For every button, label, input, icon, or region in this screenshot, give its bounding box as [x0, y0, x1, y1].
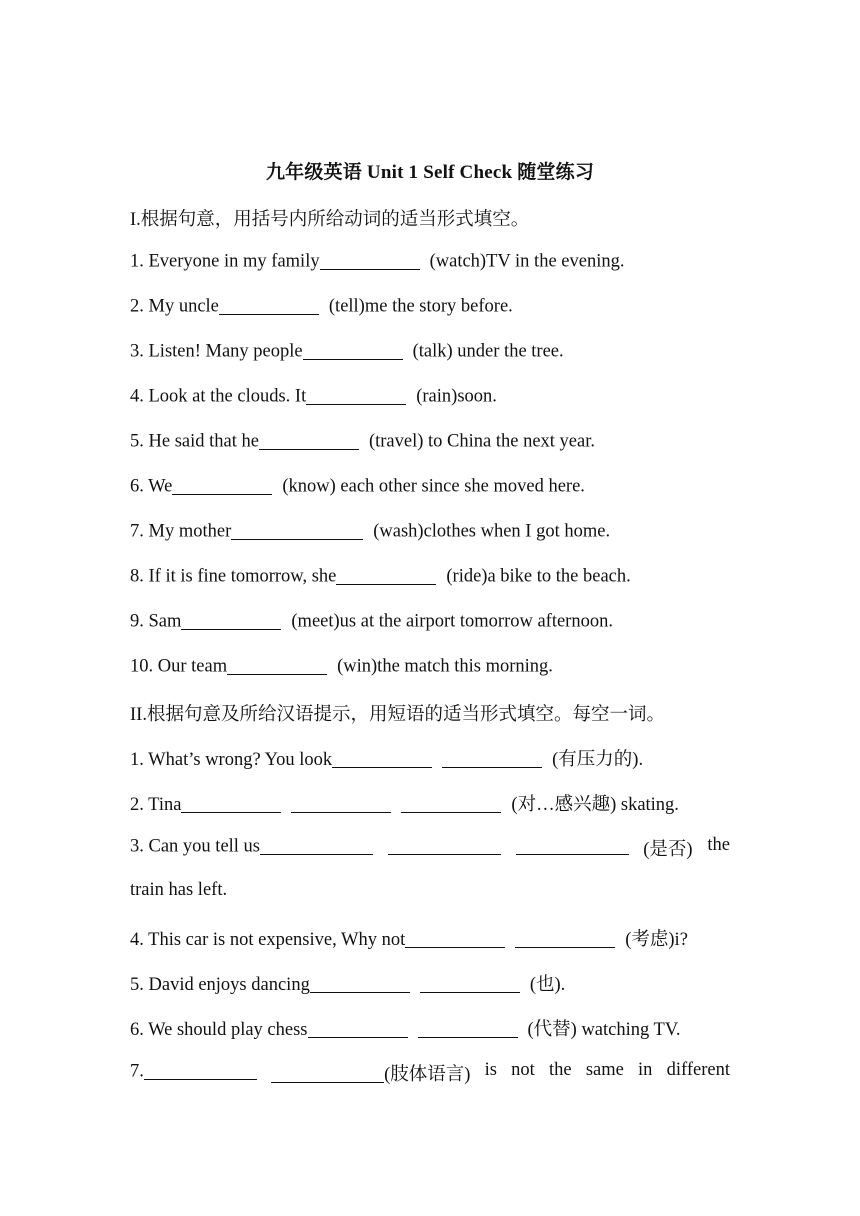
exercise-2-3: 3. Can you tell us (是否) the	[130, 835, 730, 860]
exercise-1-8: 8. If it is fine tomorrow, she (ride)a bike to the beach.	[130, 566, 631, 587]
answer-blank[interactable]	[515, 929, 615, 949]
answer-blank[interactable]	[418, 1019, 518, 1039]
answer-blank[interactable]	[516, 835, 629, 855]
answer-blank[interactable]	[306, 385, 406, 405]
exercise-2-7: 7. (肢体语言) is not the same in different	[130, 1060, 730, 1085]
answer-blank[interactable]	[181, 794, 281, 814]
answer-blank[interactable]	[172, 475, 272, 495]
exercise-1-5: 5. He said that he (travel) to China the next year.	[130, 431, 595, 452]
exercise-2-4: 4. This car is not expensive, Why not (考虑)i?	[130, 930, 688, 950]
answer-blank[interactable]	[144, 1060, 257, 1080]
exercise-1-3: 3. Listen! Many people (talk) under the tree.	[130, 341, 564, 362]
exercise-1-6: 6. We (know) each other since she moved here.	[130, 476, 585, 497]
answer-blank[interactable]	[227, 655, 327, 675]
answer-blank[interactable]	[401, 794, 501, 814]
answer-blank[interactable]	[420, 974, 520, 994]
answer-blank[interactable]	[336, 565, 436, 585]
answer-blank[interactable]	[291, 794, 391, 814]
exercise-2-1: 1. What’s wrong? You look (有压力的).	[130, 750, 644, 770]
exercise-2-3-continued: train has left.	[130, 880, 228, 900]
answer-blank[interactable]	[442, 749, 542, 769]
exercise-1-1: 1. Everyone in my family (watch)TV in the evening.	[130, 251, 625, 272]
answer-blank[interactable]	[271, 1064, 384, 1084]
worksheet-title: 九年级英语 Unit 1 Self Check 随堂练习	[265, 162, 595, 183]
answer-blank[interactable]	[310, 974, 410, 994]
answer-blank[interactable]	[181, 610, 281, 630]
exercise-1-4: 4. Look at the clouds. It (rain)soon.	[130, 386, 497, 407]
answer-blank[interactable]	[231, 520, 363, 540]
exercise-2-2: 2. Tina (对…感兴趣) skating.	[130, 795, 679, 815]
exercise-2-6: 6. We should play chess (代替) watching TV.	[130, 1020, 681, 1040]
answer-blank[interactable]	[259, 430, 359, 450]
answer-blank[interactable]	[320, 250, 420, 270]
answer-blank[interactable]	[405, 929, 505, 949]
answer-blank[interactable]	[308, 1019, 408, 1039]
exercise-1-9: 9. Sam (meet)us at the airport tomorrow afternoon.	[130, 611, 613, 632]
section1-heading: I.根据句意，用括号内所给动词的适当形式填空。	[130, 210, 530, 230]
answer-blank[interactable]	[303, 340, 403, 360]
exercise-1-10: 10. Our team (win)the match this morning.	[130, 656, 553, 677]
exercise-1-7: 7. My mother (wash)clothes when I got home.	[130, 521, 611, 542]
exercise-1-2: 2. My uncle (tell)me the story before.	[130, 296, 513, 317]
exercise-2-5: 5. David enjoys dancing (也).	[130, 975, 566, 995]
answer-blank[interactable]	[388, 835, 501, 855]
answer-blank[interactable]	[219, 295, 319, 315]
section2-heading: II.根据句意及所给汉语提示，用短语的适当形式填空。每空一词。	[130, 705, 665, 725]
answer-blank[interactable]	[260, 835, 373, 855]
answer-blank[interactable]	[332, 749, 432, 769]
